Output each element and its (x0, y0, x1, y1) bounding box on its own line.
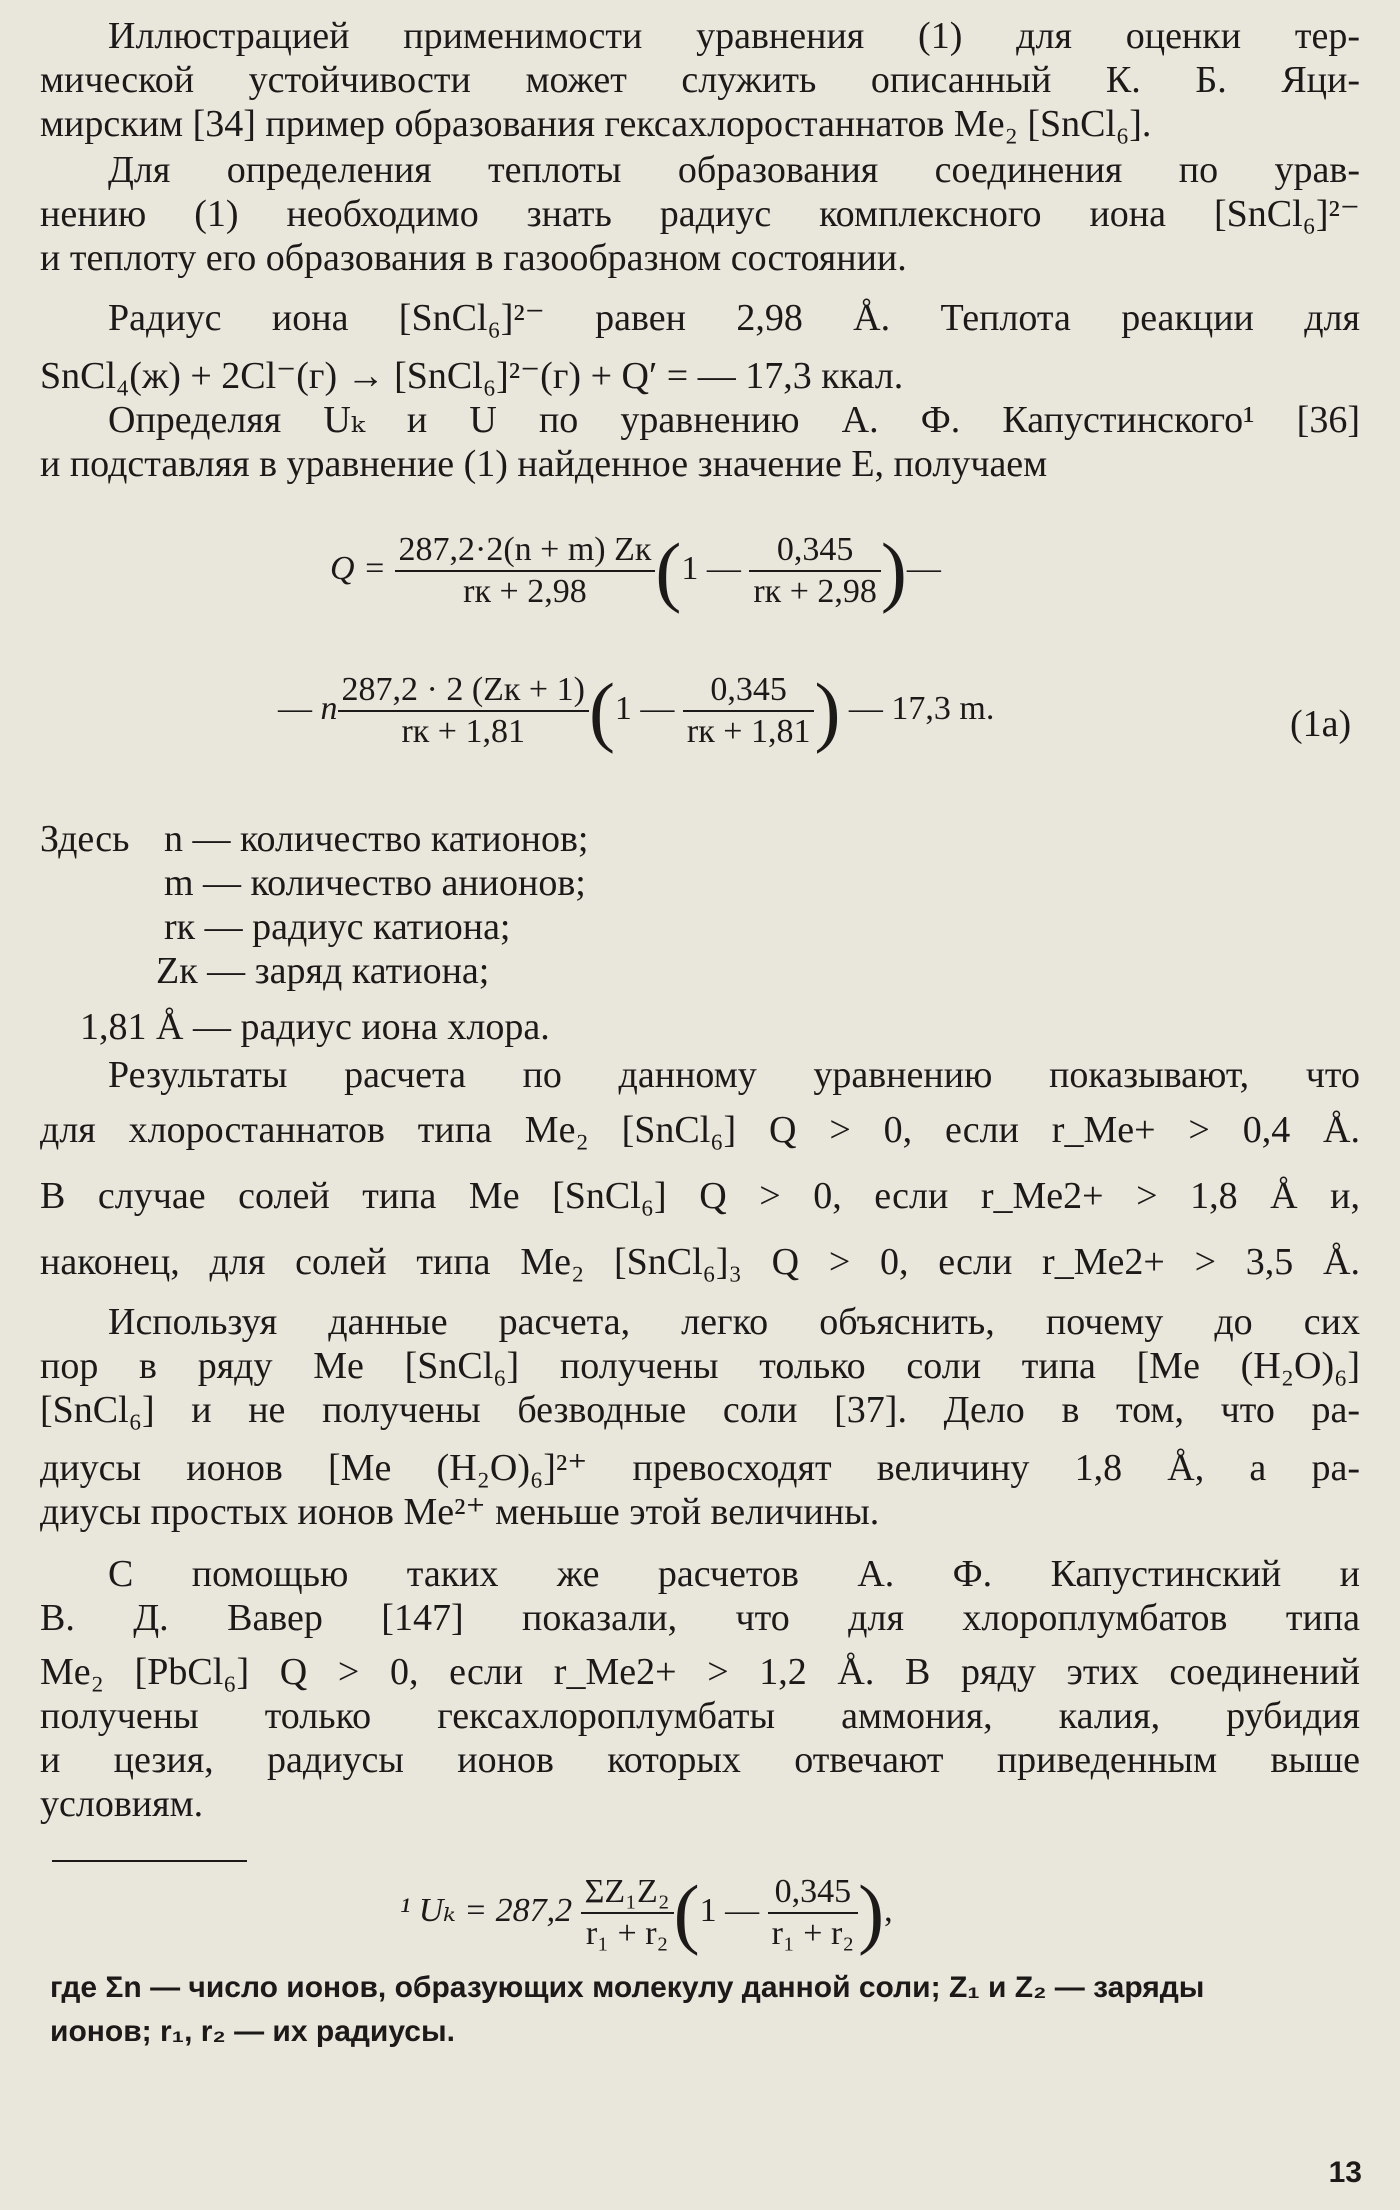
fraction-numerator: 0,345 (774, 1873, 852, 1910)
paragraph-7-line: получены только гексахлороплумбаты аммония, калия, рубидия (40, 1695, 1360, 1737)
fraction-numerator: 0,345 (710, 671, 787, 708)
paragraph-7-line: условиям. (40, 1783, 204, 1825)
fraction-denominator: rк + 2,98 (749, 570, 881, 612)
paragraph-1-line: мической устойчивости может служить описанный К. Б. Яци- (40, 59, 1360, 101)
fraction-numerator: ΣZ₁Z₂ (584, 1873, 670, 1910)
left-paren: ( (673, 1869, 700, 1956)
equation-line-2: — n $\frac{287,2 \cdot 2 (Zк + 1)}{rк + 1,81}$ (1 — $\frac{0,345}{rк + 1,81}$ ) — 17,3 m. (278, 667, 995, 754)
paragraph-6-line: [SnCl₆] и не получены безводные соли [37]. Дело в том, что ра- (40, 1389, 1360, 1431)
equation-lhs: Q = (330, 549, 386, 587)
legend-item: rк — радиус катиона; (164, 906, 511, 948)
right-paren: ) (858, 1869, 885, 1956)
paragraph-6 (40, 1300, 1360, 1534)
footnote-divider (52, 1860, 247, 1862)
equation-tail: — 17,3 m. (848, 689, 995, 727)
paragraph-7-line: и цезия, радиусы ионов которых отвечают приведенным выше (40, 1739, 1360, 1781)
fraction-numerator: 287,2 · 2 (Zк + 1) (341, 671, 585, 708)
left-paren: ( (655, 527, 682, 614)
fraction-denominator: r₁ + r₂ (581, 1912, 674, 1954)
legend-item: 1,81 Å — радиус иона хлора. (80, 1006, 550, 1048)
fraction-denominator: rк + 1,81 (683, 710, 815, 752)
paragraph-2 (40, 148, 1360, 280)
equation-fraction-1 (395, 530, 656, 612)
paragraph-5-line: наконец, для солей типа Me₂ [SnCl₆]₃ Q > 0, если r_Me2+ > 3,5 Å. (40, 1241, 1360, 1283)
paragraph-5-line: Результаты расчета по данному уравнению показывают, что (108, 1054, 1360, 1096)
paragraph-5-line: для хлоростаннатов типа Me₂ [SnCl₆] Q > 0, если r_Me+ > 0,4 Å. (40, 1109, 1360, 1151)
paragraph-7-line: С помощью таких же расчетов А. Ф. Капустинский и (108, 1553, 1360, 1595)
equation-line-1: Q = $\frac{287,2\cdot 2(n + m) Zк}{rк + 2,98}$ (1 — $\frac{0,345}{rк + 2,98}$ )— (330, 527, 941, 614)
fraction-denominator: rк + 2,98 (395, 570, 656, 612)
paragraph-6-line: диусы простых ионов Me²⁺ меньше этой величины. (40, 1491, 880, 1533)
paragraph-1-line: мирским [34] пример образования гексахлоростаннатов Me₂ [SnCl₆]. (40, 103, 1152, 145)
footnote-fraction-2 (768, 1872, 859, 1954)
paragraph-4-line: Определяя Uₖ и U по уравнению А. Ф. Капустинского¹ [36] (108, 399, 1360, 441)
footnote-line: где Σn — число ионов, образующих молекулу данной соли; Z₁ и Z₂ — заряды (50, 1971, 1205, 2004)
fraction-denominator: r₁ + r₂ (768, 1912, 859, 1954)
paragraph-6-line: пор в ряду Me [SnCl₆] получены только соли типа [Me (H₂O)₆] (40, 1345, 1360, 1387)
reaction-line: SnCl₄(ж) + 2Cl⁻(г) → [SnCl₆]²⁻(г) + Q′ = — 17,3 ккал. (40, 355, 904, 397)
footnote-formula: ¹ Uₖ = 287,2 $\frac{\text{ΣZ₁Z₂}}{\text{r₁ + r₂}}$ (1 — $\frac{0,345}{\text{r₁ + r₂}}$ ), (400, 1869, 893, 1956)
paragraph-7-line: Me₂ [PbCl₆] Q > 0, если r_Me2+ > 1,2 Å. В ряду этих соединений (40, 1651, 1360, 1693)
paragraph-3-line: Радиус иона [SnCl₆]²⁻ равен 2,98 Å. Теплота реакции для (108, 297, 1360, 339)
paragraph-6-line: диусы ионов [Me (H₂O)₆]²⁺ превосходят величину 1,8 Å, а ра- (40, 1447, 1360, 1489)
footnote-fraction-1 (581, 1872, 674, 1954)
footnote-line: ионов; r₁, r₂ — их радиусы. (50, 2015, 455, 2048)
paragraph-2-line: Для определения теплоты образования соединения по урав- (108, 149, 1360, 191)
equation-fraction-2 (749, 530, 881, 612)
equation-fraction-3 (338, 670, 589, 752)
paragraph-3 (40, 296, 1360, 398)
paragraph-6-line: Используя данные расчета, легко объяснить, почему до сих (108, 1301, 1360, 1343)
paragraph-2-line: нению (1) необходимо знать радиус комплексного иона [SnCl₆]²⁻ (40, 193, 1360, 235)
paragraph-2-line: и теплоту его образования в газообразном состоянии. (40, 237, 907, 279)
page-number: 13 (1328, 2156, 1362, 2189)
paragraph-4-line: и подставляя в уравнение (1) найденное значение E, получаем (40, 443, 1048, 485)
right-paren: ) (814, 667, 841, 754)
legend-item: n — количество катионов; (164, 818, 589, 860)
legend-item: m — количество анионов; (164, 862, 586, 904)
paragraph-1 (40, 14, 1360, 146)
footnote-text (50, 1966, 1360, 2054)
legend-item: Zк — заряд катиона; (156, 950, 490, 992)
left-paren: ( (588, 667, 615, 754)
paragraph-7-line: В. Д. Вавер [147] показали, что для хлороплумбатов типа (40, 1597, 1360, 1639)
equation-fraction-4 (683, 670, 815, 752)
paragraph-5 (40, 1053, 1360, 1295)
right-paren: ) (880, 527, 907, 614)
paragraph-1-line: Иллюстрацией применимости уравнения (1) для оценки тер- (108, 15, 1360, 57)
legend-intro: Здесь (40, 818, 130, 860)
equation-label: (1a) (1290, 703, 1352, 745)
paragraph-5-line: В случае солей типа Me [SnCl₆] Q > 0, если r_Me2+ > 1,8 Å и, (40, 1175, 1360, 1217)
fraction-numerator: 0,345 (776, 531, 854, 568)
paragraph-7 (40, 1552, 1360, 1826)
footnote-formula-lhs: ¹ Uₖ = 287,2 (400, 1891, 573, 1929)
fraction-numerator: 287,2·2(n + m) Zк (398, 531, 652, 568)
fraction-denominator: rк + 1,81 (338, 710, 589, 752)
paragraph-4 (40, 398, 1360, 486)
